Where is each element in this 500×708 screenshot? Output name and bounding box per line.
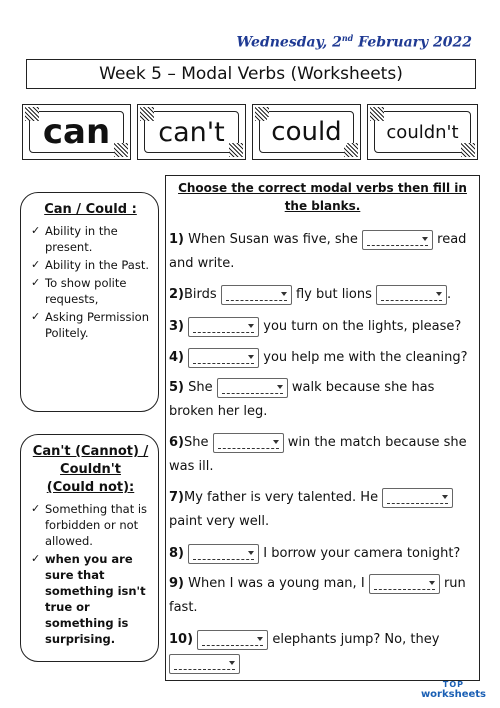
checkmark-icon: ✓ [31,276,41,289]
question-10: 10) elephants jump? No, they [169,628,474,676]
chevron-down-icon [436,292,442,296]
list-item: ✓ Something that is forbidden or not allowed. [31,502,148,548]
question-7: 7)My father is very talented. He paint very well. [169,486,474,534]
question-2: 2)Birds fly but lions . [169,283,474,307]
answer-dropdown-9[interactable] [369,574,440,594]
question-6: 6)She win the match because she was ill. [169,431,474,479]
word-card-cant [137,104,246,160]
exercise-instruction: Choose the correct modal verbs then fill in the blanks. [178,181,467,213]
answer-dropdown-2a[interactable] [221,285,292,305]
cant-couldnt-list [31,501,150,549]
chevron-down-icon [273,440,279,444]
question-9: 9) When I was a young man, I run fast. [169,572,474,620]
checkmark-icon: ✓ [31,552,41,565]
chevron-down-icon [422,237,428,241]
answer-dropdown-5[interactable] [217,378,288,398]
worksheet-date: Wednesday, 2nd February 2022 [236,33,472,51]
worksheet-title: Week 5 – Modal Verbs (Worksheets) [26,59,476,89]
word-couldnt: couldn't [382,122,462,143]
checkmark-icon: ✓ [31,502,41,515]
chevron-down-icon [248,355,254,359]
list-item: ✓ Ability in the Past. [31,258,150,272]
cant-couldnt-box [20,434,159,662]
can-could-title: Can / Could : [44,202,137,217]
word-cant: can't [154,117,229,148]
chevron-down-icon [257,637,263,641]
word-can: can [39,112,114,152]
can-could-box [20,192,159,412]
word-could: could [267,117,345,147]
topworksheets-logo: TOP worksheets [420,680,486,700]
can-could-list [31,223,150,341]
answer-dropdown-2b[interactable] [376,285,447,305]
chevron-down-icon [248,324,254,328]
list-item: ✓ Asking Permission Politely. [31,310,149,340]
chevron-down-icon [248,551,254,555]
question-8: 8) I borrow your camera tonight? [169,542,474,566]
checkmark-icon: ✓ [31,310,41,323]
list-item: ✓ To show polite requests, [31,276,127,306]
cant-couldnt-title: Can't (Cannot) / Couldn't (Could not): [32,444,149,495]
word-card-couldnt [367,104,478,160]
question-3: 3) you turn on the lights, please? [169,315,474,339]
word-card-can [22,104,131,160]
answer-dropdown-4[interactable] [188,348,259,368]
word-card-could [252,104,361,160]
answer-dropdown-8[interactable] [188,544,259,564]
answer-dropdown-10a[interactable] [197,630,268,650]
list-item: ✓ Ability in the present. [31,224,118,254]
chevron-down-icon [442,495,448,499]
answer-dropdown-7[interactable] [382,488,453,508]
answer-dropdown-3[interactable] [188,317,259,337]
chevron-down-icon [229,661,235,665]
checkmark-icon: ✓ [31,224,41,237]
cant-couldnt-list-bold [31,551,150,647]
chevron-down-icon [429,581,435,585]
chevron-down-icon [277,385,283,389]
answer-dropdown-1[interactable] [362,230,433,250]
list-item: ✓ when you are sure that something isn't true or something is surprising. [31,552,146,646]
answer-dropdown-10b[interactable] [169,654,240,674]
chevron-down-icon [281,292,287,296]
question-5: 5) She walk because she has broken her leg. [169,376,474,424]
answer-dropdown-6[interactable] [213,433,284,453]
question-4: 4) you help me with the cleaning? [169,346,474,370]
exercise-box [165,175,480,681]
question-1: 1) When Susan was five, she read and write. [169,228,474,276]
checkmark-icon: ✓ [31,258,41,271]
